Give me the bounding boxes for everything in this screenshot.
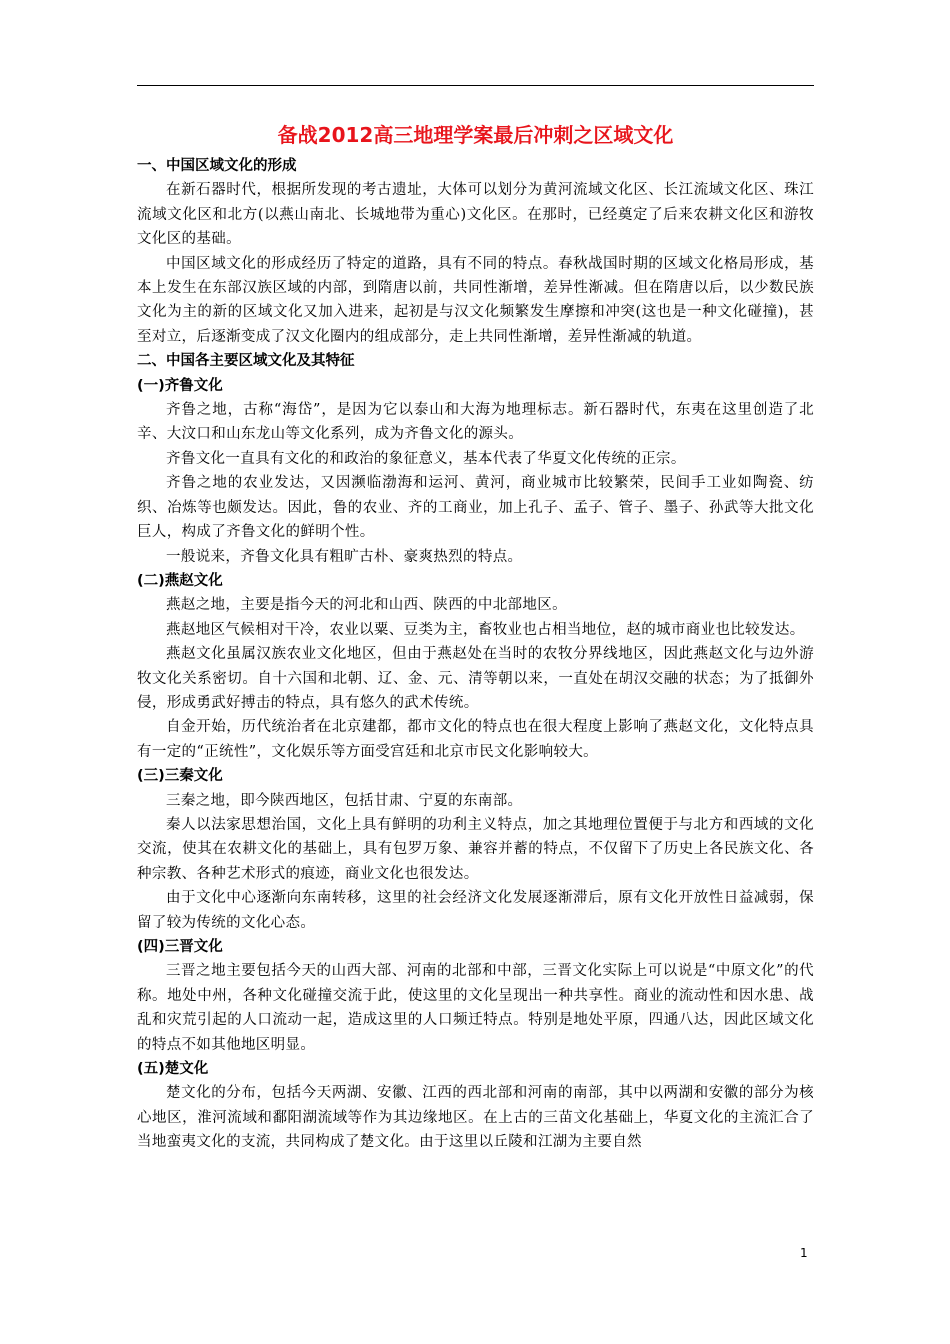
paragraph: 齐鲁之地，古称“海岱”，是因为它以泰山和大海为地理标志。新石器时代，东夷在这里创造了北辛、大汶口和山东龙山等文化系列，成为齐鲁文化的源头。 [137, 402, 814, 443]
subsection-heading: (五)楚文化 [137, 1061, 209, 1078]
paragraph: 齐鲁之地的农业发达，又因濒临渤海和运河、黄河，商业城市比较繁荣，民间手工业如陶瓷、纺织、冶炼等也颇发达。因此，鲁的农业、齐的工商业，加上孔子、孟子、管子、墨子、孙武等大批文化巨人，构成了齐鲁文化的鲜明个性。 [137, 475, 814, 541]
section-heading: 一、中国区域文化的形成 [137, 158, 297, 174]
paragraph: 自金开始，历代统治者在北京建都，都市文化的特点也在很大程度上影响了燕赵文化，文化特点具有一定的“正统性”，文化娱乐等方面受宫廷和北京市民文化影响较大。 [137, 719, 814, 760]
subsection-heading: (三)三秦文化 [137, 768, 223, 785]
section-heading: 二、中国各主要区域文化及其特征 [137, 353, 355, 370]
document-body [137, 118, 814, 1155]
paragraph: 燕赵之地，主要是指今天的河北和山西、陕西的中北部地区。 [166, 597, 567, 614]
paragraph: 秦人以法家思想治国，文化上具有鲜明的功利主义特点，加之其地理位置便于与北方和西域的文化交流，使其在农耕文化的基础上，具有包罗万象、兼容并蓄的特点，不仅留下了历史上各民族文化、各种宗教、各种艺术形式的痕迹，商业文化也很发达。 [137, 816, 814, 882]
paragraph: 由于文化中心逐渐向东南转移，这里的社会经济文化发展逐渐滞后，原有文化开放性日益减弱，保留了较为传统的文化心态。 [137, 890, 814, 931]
subsection-heading: (一)齐鲁文化 [137, 377, 223, 394]
paragraph: 三秦之地，即今陕西地区，包括甘肃、宁夏的东南部。 [166, 792, 523, 809]
paragraph: 楚文化的分布，包括今天两湖、安徽、江西的西北部和河南的南部，其中以两湖和安徽的部分为核心地区，淮河流域和鄱阳湖流域等作为其边缘地区。在上古的三苗文化基础上，华夏文化的主流汇合了当地蛮夷文化的支流，共同构成了楚文化。由于这里以丘陵和江湖为主要自然 [137, 1085, 814, 1151]
paragraph: 在新石器时代，根据所发现的考古遗址，大体可以划分为黄河流域文化区、长江流域文化区、珠江流域文化区和北方(以燕山南北、长城地带为重心)文化区。在那时，已经奠定了后来农耕文化区和游牧文化区的基础。 [137, 182, 814, 248]
header-rule [137, 85, 814, 86]
document-title: 备战2012高三地理学案最后冲刺之区域文化 [277, 123, 674, 147]
paragraph: 燕赵地区气候相对干冷，农业以粟、豆类为主，畜牧业也占相当地位，赵的城市商业也比较发达。 [166, 621, 805, 638]
subsection-heading: (二)燕赵文化 [137, 572, 223, 589]
paragraph: 中国区域文化的形成经历了特定的道路，具有不同的特点。春秋战国时期的区域文化格局形成，基本上发生在东部汉族区域的内部，到隋唐以前，共同性渐增，差异性渐减。但在隋唐以后，以少数民族文化为主的新的区域文化又加入进来，起初是与汉文化频繁发生摩擦和冲突(这也是一种文化碰撞)，甚至对立，后逐渐变成了汉文化圈内的组成部分，走上共同性渐增，差异性渐减的轨道。 [137, 255, 814, 345]
page-number: 1 [800, 1246, 808, 1260]
paragraph: 齐鲁文化一直具有文化的和政治的象征意义，基本代表了华夏文化传统的正宗。 [166, 450, 686, 467]
subsection-heading: (四)三晋文化 [137, 939, 223, 955]
paragraph: 燕赵文化虽属汉族农业文化地区，但由于燕赵处在当时的农牧分界线地区，因此燕赵文化与边外游牧文化关系密切。自十六国和北朝、辽、金、元、清等朝以来，一直处在胡汉交融的状态；为了抵御外侵，形成勇武好搏击的特点，具有悠久的武术传统。 [137, 646, 814, 711]
paragraph: 三晋之地主要包括今天的山西大部、河南的北部和中部，三晋文化实际上可以说是“中原文化”的代称。地处中州，各种文化碰撞交流于此，使这里的文化呈现出一种共享性。商业的流动性和因水患、战乱和灾荒引起的人口流动一起，造成这里的人口频迁特点。特别是地处平原，四通八达，因此区域文化的特点不如其他地区明显。 [137, 963, 814, 1053]
paragraph: 一般说来，齐鲁文化具有粗旷古朴、豪爽热烈的特点。 [166, 548, 523, 565]
